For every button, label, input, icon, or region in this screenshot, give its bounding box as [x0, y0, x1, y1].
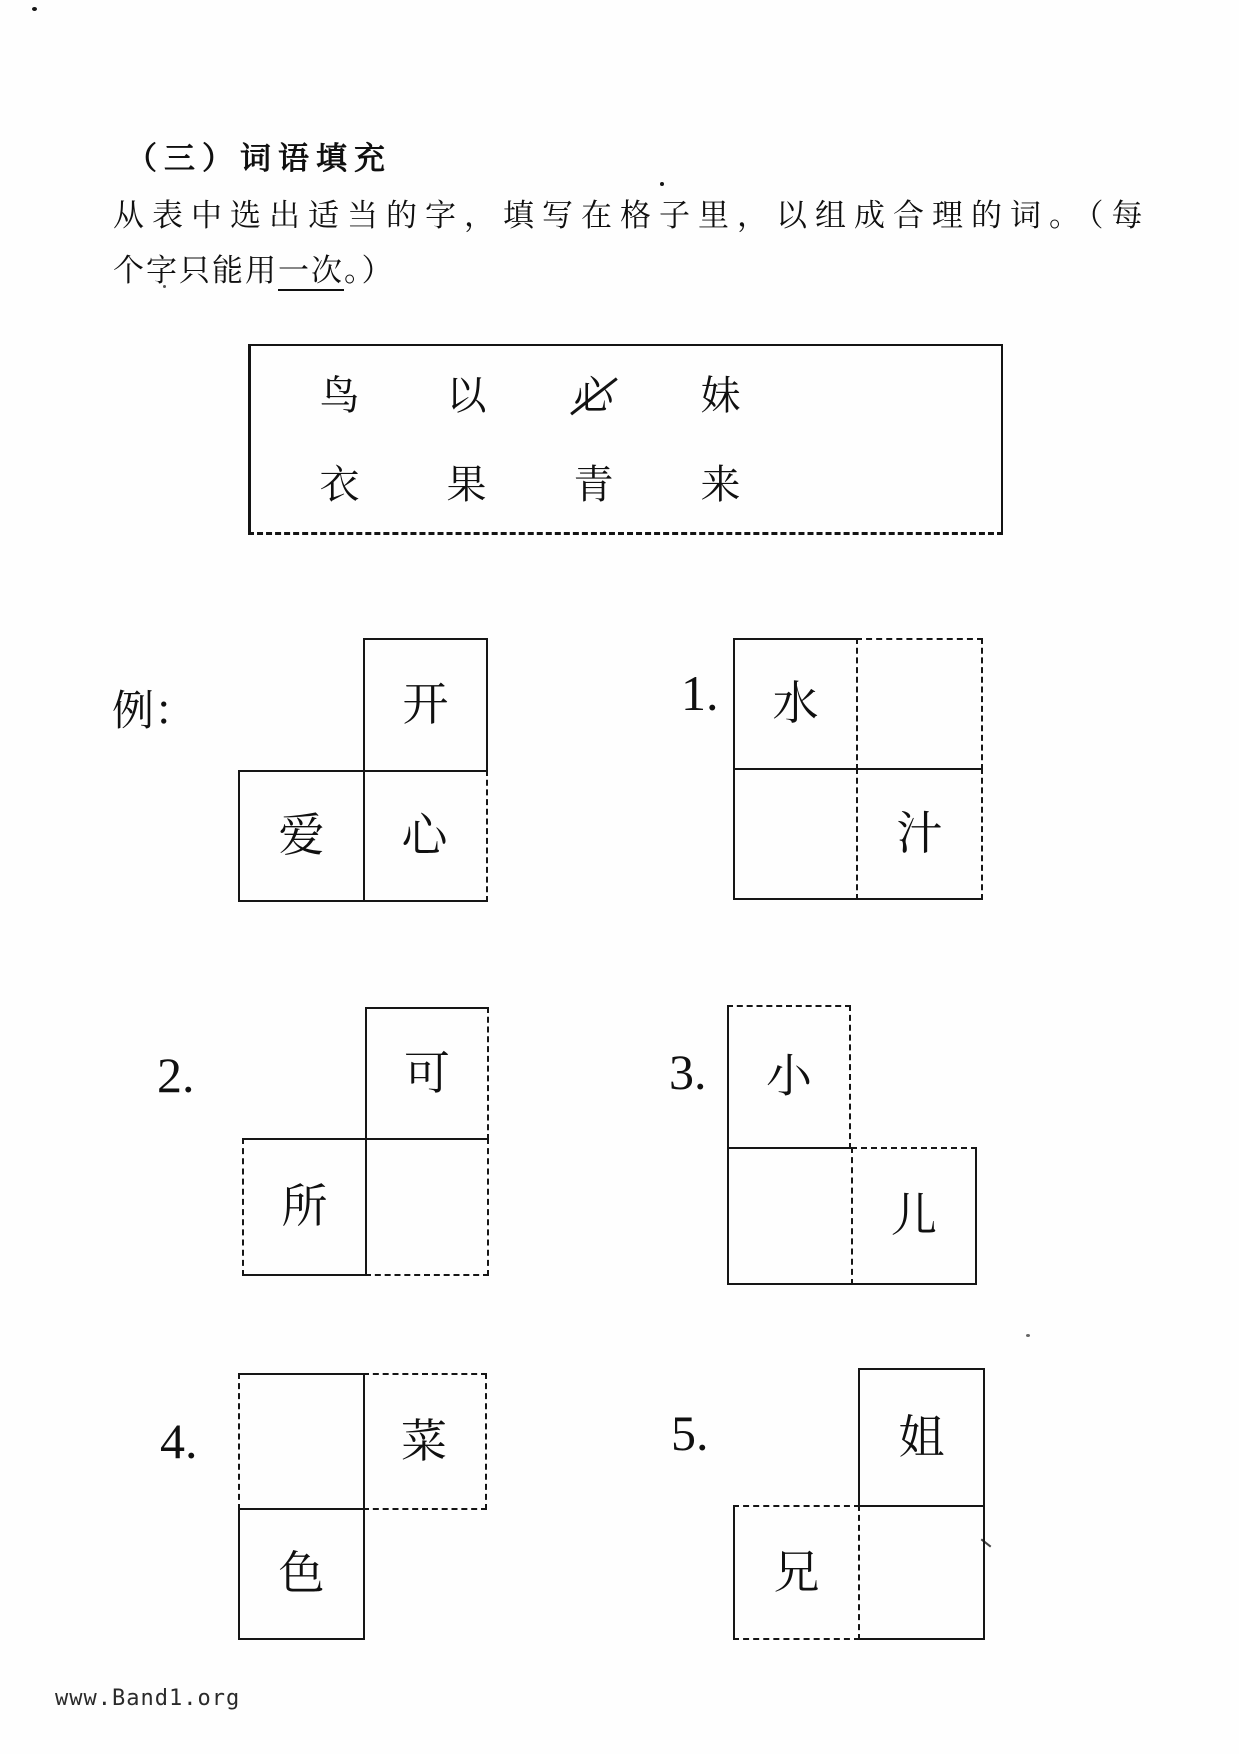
example-cell-top: 开 — [363, 638, 488, 772]
item4-number: 4. — [160, 1413, 198, 1469]
instruction-underlined-once: 一次 — [278, 253, 344, 291]
example-label: 例： — [112, 689, 197, 735]
item3-answer-cell — [727, 1147, 851, 1285]
scan-noise-dot — [1026, 1334, 1030, 1337]
example-cell-bottom-right: 心 — [363, 770, 488, 902]
instruction-line-2 — [113, 245, 395, 290]
bank-char-struck: 心 — [573, 373, 614, 418]
item4-cell-bottom-left: 色 — [238, 1508, 365, 1640]
item2-answer-cell — [365, 1138, 489, 1276]
section-heading: （三）词语填充 — [126, 141, 392, 176]
item1-answer-cell — [856, 638, 983, 770]
item2-cell-bottom-left: 所 — [242, 1138, 367, 1276]
bank-char: 来 — [700, 462, 741, 507]
bank-char: 以 — [446, 373, 487, 418]
footer-url: www.Band1.org — [55, 1686, 241, 1711]
item2-cell-top-right: 可 — [365, 1007, 489, 1140]
item5-cell-bottom-left: 兄 — [733, 1505, 860, 1640]
item2-number: 2. — [157, 1047, 195, 1103]
character-bank-box — [248, 344, 1003, 535]
item5-number: 5. — [671, 1405, 709, 1461]
item3-cell-bottom-right: 儿 — [851, 1147, 977, 1285]
item1-cell-bottom-right: 汁 — [856, 768, 983, 900]
item1-number: 1. — [681, 665, 719, 721]
bank-char: 果 — [446, 462, 487, 507]
scan-noise-dot — [32, 7, 37, 11]
bank-row-2 — [276, 461, 986, 509]
bank-char: 鸟 — [319, 373, 360, 418]
item4-answer-cell — [238, 1373, 365, 1510]
item3-cell-top-left: 小 — [727, 1005, 851, 1149]
item5-answer-cell — [858, 1505, 985, 1640]
item3-number: 3. — [669, 1044, 707, 1100]
scan-noise-dot — [660, 182, 664, 186]
item1-cell-top-left: 水 — [733, 638, 858, 770]
item5-cell-top-right: 姐 — [858, 1368, 985, 1507]
item4-cell-top-right: 菜 — [363, 1373, 487, 1510]
instruction-line-1: 从表中选出适当的字，填写在格子里，以组成合理的词。（每 — [113, 198, 1151, 233]
bank-char: 妹 — [700, 373, 741, 418]
instruction-line-2-pre: 个字只能用 — [113, 253, 278, 288]
instruction-line-2-post: 。） — [344, 253, 395, 288]
example-cell-bottom-left: 爱 — [238, 770, 365, 902]
bank-char: 衣 — [319, 462, 360, 507]
bank-char: 青 — [573, 462, 614, 507]
bank-row-1 — [276, 372, 986, 420]
item1-cell-bottom-left-empty — [733, 768, 858, 900]
